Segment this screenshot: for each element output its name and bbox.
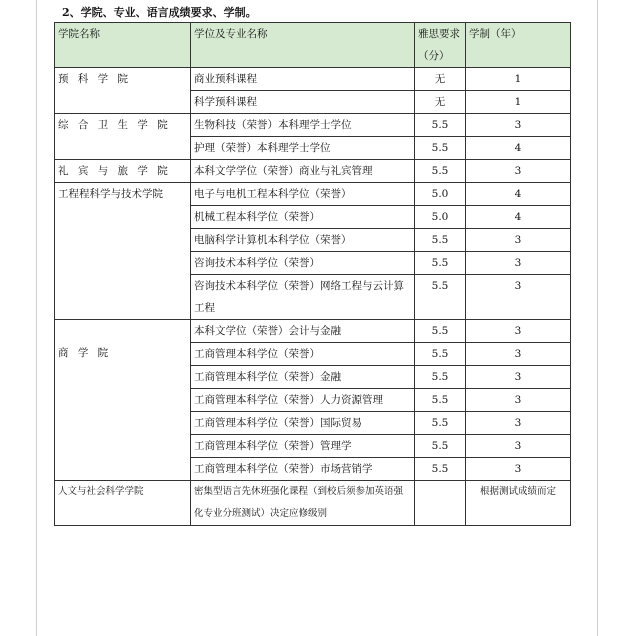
table-row bbox=[55, 183, 571, 206]
program-cell: 密集型语言先休班强化课程（到校后须参加英语强化专业分班测试）决定应修级别 bbox=[191, 481, 415, 526]
table-row bbox=[55, 160, 571, 183]
ielts-cell: 5.0 bbox=[415, 183, 466, 206]
school-cell: 工程程科学与技术学院 bbox=[55, 183, 191, 320]
ielts-cell: 无 bbox=[415, 91, 466, 114]
ielts-cell bbox=[415, 481, 466, 526]
years-cell: 3 bbox=[466, 343, 571, 366]
years-cell: 3 bbox=[466, 160, 571, 183]
ielts-cell: 5.5 bbox=[415, 320, 466, 343]
years-cell: 3 bbox=[466, 366, 571, 389]
header-program: 学位及专业名称 bbox=[191, 23, 415, 68]
ielts-cell: 5.5 bbox=[415, 458, 466, 481]
years-cell: 3 bbox=[466, 252, 571, 275]
table-row bbox=[55, 481, 571, 526]
program-cell: 机械工程本科学位（荣誉） bbox=[191, 206, 415, 229]
ielts-cell: 5.5 bbox=[415, 229, 466, 252]
years-cell: 3 bbox=[466, 458, 571, 481]
page-margin-line-left bbox=[36, 0, 37, 636]
years-cell: 3 bbox=[466, 275, 571, 320]
school-cell: 礼 宾 与 旅 学 院 bbox=[55, 160, 191, 183]
program-cell: 工商管理本科学位（荣誉）国际贸易 bbox=[191, 412, 415, 435]
ielts-cell: 5.5 bbox=[415, 343, 466, 366]
ielts-cell: 5.0 bbox=[415, 206, 466, 229]
years-cell: 4 bbox=[466, 206, 571, 229]
table-row bbox=[55, 114, 571, 137]
ielts-cell: 5.5 bbox=[415, 389, 466, 412]
program-cell: 电子与电机工程本科学位（荣誉） bbox=[191, 183, 415, 206]
program-cell: 商业预科课程 bbox=[191, 68, 415, 91]
program-table bbox=[54, 22, 571, 526]
table-row bbox=[55, 68, 571, 91]
header-years: 学制（年） bbox=[466, 23, 571, 68]
program-cell: 电脑科学计算机本科学位（荣誉） bbox=[191, 229, 415, 252]
school-cell: 综 合 卫 生 学 院 bbox=[55, 114, 191, 160]
table-header-row bbox=[55, 23, 571, 68]
program-cell: 科学预科课程 bbox=[191, 91, 415, 114]
program-cell: 工商管理本科学位（荣誉）管理学 bbox=[191, 435, 415, 458]
years-cell: 3 bbox=[466, 114, 571, 137]
ielts-cell: 5.5 bbox=[415, 114, 466, 137]
program-cell: 工商管理本科学位（荣誉）人力资源管理 bbox=[191, 389, 415, 412]
program-cell: 工商管理本科学位（荣誉）金融 bbox=[191, 366, 415, 389]
header-ielts: 雅思要求（分） bbox=[415, 23, 466, 68]
ielts-cell: 5.5 bbox=[415, 435, 466, 458]
years-cell: 1 bbox=[466, 68, 571, 91]
school-cell: 商 学 院 bbox=[55, 320, 191, 481]
school-cell: 人文与社会科学学院 bbox=[55, 481, 191, 526]
school-cell: 预 科 学 院 bbox=[55, 68, 191, 114]
years-cell: 3 bbox=[466, 389, 571, 412]
years-cell: 3 bbox=[466, 320, 571, 343]
years-cell: 3 bbox=[466, 435, 571, 458]
program-cell: 咨询技术本科学位（荣誉）网络工程与云计算工程 bbox=[191, 275, 415, 320]
ielts-cell: 5.5 bbox=[415, 160, 466, 183]
program-cell: 本科文学学位（荣誉）商业与礼宾管理 bbox=[191, 160, 415, 183]
program-cell: 咨询技术本科学位（荣誉） bbox=[191, 252, 415, 275]
years-cell: 4 bbox=[466, 137, 571, 160]
program-cell: 本科文学位（荣誉）会计与金融 bbox=[191, 320, 415, 343]
program-cell: 生物科技（荣誉）本科理学士学位 bbox=[191, 114, 415, 137]
years-cell: 1 bbox=[466, 91, 571, 114]
years-cell: 4 bbox=[466, 183, 571, 206]
ielts-cell: 5.5 bbox=[415, 412, 466, 435]
program-cell: 工商管理本科学位（荣誉） bbox=[191, 343, 415, 366]
years-cell: 3 bbox=[466, 412, 571, 435]
ielts-cell: 无 bbox=[415, 68, 466, 91]
years-cell: 根据测试成绩而定 bbox=[466, 481, 571, 526]
ielts-cell: 5.5 bbox=[415, 137, 466, 160]
table-row bbox=[55, 320, 571, 343]
section-heading: 2、学院、专业、语言成绩要求、学制。 bbox=[62, 6, 257, 19]
program-cell: 护理（荣誉）本科理学士学位 bbox=[191, 137, 415, 160]
ielts-cell: 5.5 bbox=[415, 275, 466, 320]
ielts-cell: 5.5 bbox=[415, 366, 466, 389]
program-cell: 工商管理本科学位（荣誉）市场营销学 bbox=[191, 458, 415, 481]
ielts-cell: 5.5 bbox=[415, 252, 466, 275]
years-cell: 3 bbox=[466, 229, 571, 252]
header-school: 学院名称 bbox=[55, 23, 191, 68]
page-margin-line-right bbox=[597, 0, 598, 636]
